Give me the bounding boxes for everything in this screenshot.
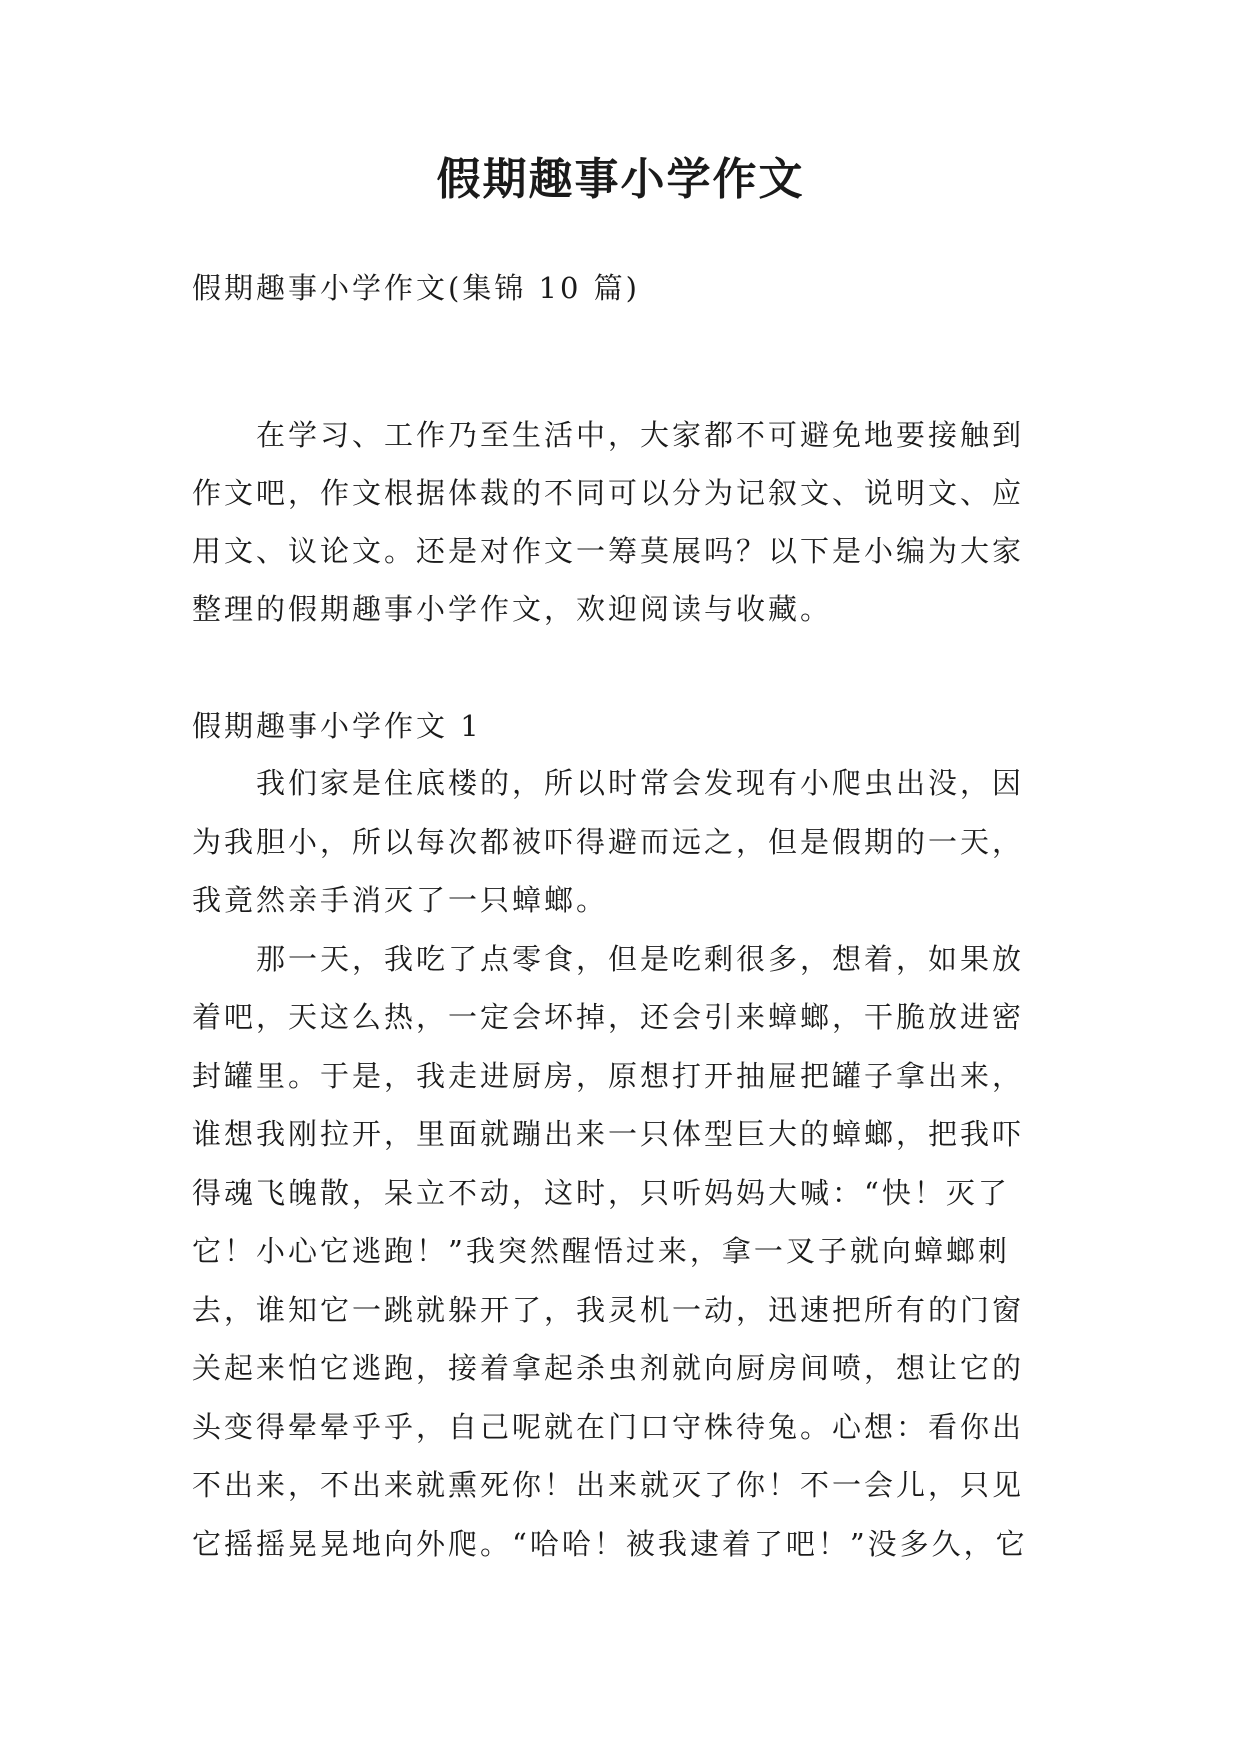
paragraph-2-line: 不出来，不出来就熏死你！出来就灭了你！不一会儿，只见 (192, 1468, 1025, 1502)
paragraph-1-line: 我们家是住底楼的，所以时常会发现有小爬虫出没，因 (256, 766, 1025, 800)
intro-line: 用文、议论文。还是对作文一筹莫展吗？以下是小编为大家 (192, 534, 1025, 568)
paragraph-1-line: 我竟然亲手消灭了一只蟑螂。 (192, 883, 609, 917)
paragraph-2-line: 头变得晕晕乎乎，自己呢就在门口守株待兔。心想：看你出 (192, 1409, 1025, 1444)
document-title: 假期趣事小学作文 (436, 154, 805, 205)
intro-paragraph (192, 406, 1052, 638)
section-heading: 假期趣事小学作文 1 (192, 709, 482, 743)
paragraph-2-line: 它！小心它逃跑！”我突然醒悟过来，拿一叉子就向蟑螂刺 (192, 1234, 1010, 1268)
intro-line: 整理的假期趣事小学作文，欢迎阅读与收藏。 (192, 592, 833, 626)
paragraph-2-line: 得魂飞魄散，呆立不动，这时，只听妈妈大喊：“快！灭了 (192, 1175, 1010, 1210)
document-subtitle: 假期趣事小学作文(集锦 10 篇) (192, 271, 640, 305)
intro-line: 在学习、工作乃至生活中，大家都不可避免地要接触到 (256, 418, 1025, 452)
paragraph-1-line: 为我胆小，所以每次都被吓得避而远之，但是假期的一天， (192, 824, 1025, 859)
paragraph-2-line: 谁想我刚拉开，里面就蹦出来一只体型巨大的蟑螂，把我吓 (192, 1117, 1025, 1151)
essay-body (192, 754, 1052, 1573)
paragraph-2-line: 封罐里。于是，我走进厨房，原想打开抽屉把罐子拿出来， (192, 1058, 1025, 1093)
paragraph-2-line: 关起来怕它逃跑，接着拿起杀虫剂就向厨房间喷，想让它的 (192, 1351, 1025, 1385)
paragraph-2-line: 它摇摇晃晃地向外爬。“哈哈！被我逮着了吧！”没多久，它 (192, 1526, 1028, 1561)
paragraph-2-line: 着吧，天这么热，一定会坏掉，还会引来蟑螂，干脆放进密 (192, 1000, 1025, 1034)
intro-line: 作文吧，作文根据体裁的不同可以分为记叙文、说明文、应 (192, 476, 1025, 510)
paragraph-2-line: 那一天，我吃了点零食，但是吃剩很多，想着，如果放 (256, 941, 1025, 976)
paragraph-2-line: 去，谁知它一跳就躲开了，我灵机一动，迅速把所有的门窗 (192, 1292, 1025, 1327)
